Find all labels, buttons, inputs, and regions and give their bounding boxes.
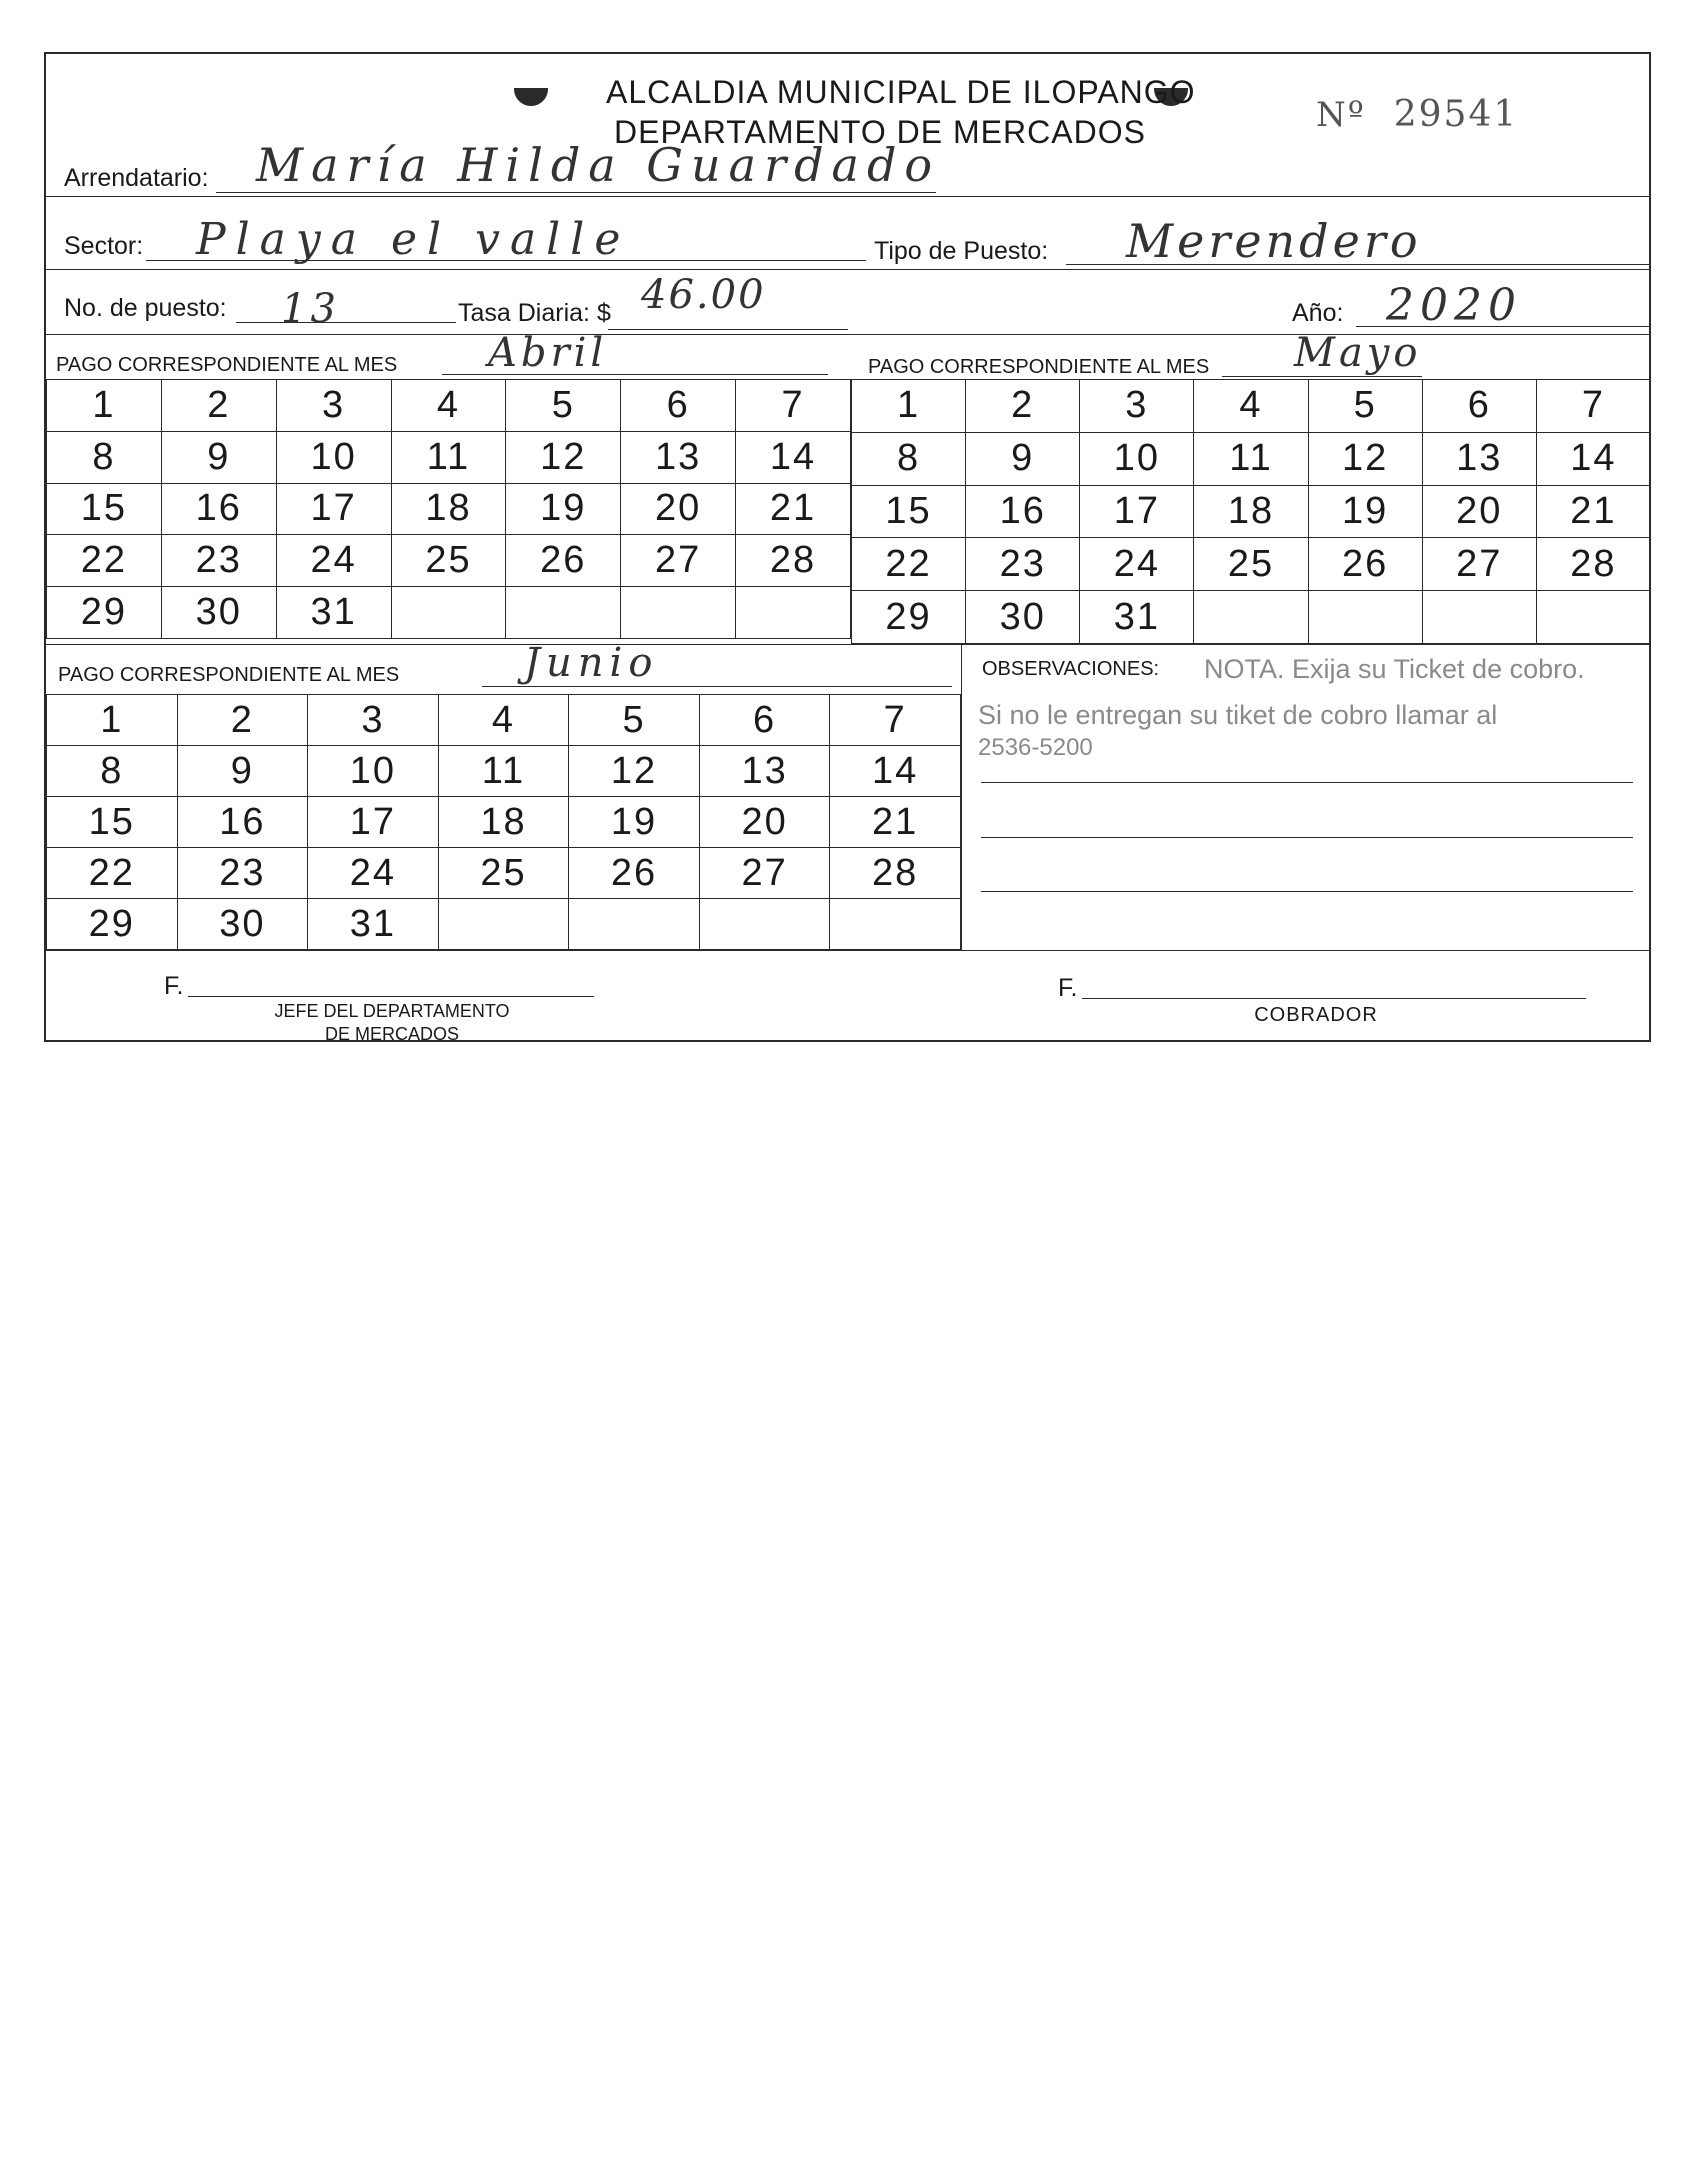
signature-cobrador-label: COBRADOR (1254, 1004, 1378, 1026)
municipality-title: ALCALDIA MUNICIPAL DE ILOPANGO (606, 74, 1196, 110)
divider-middle (46, 644, 1651, 645)
month2-underline (1222, 376, 1422, 377)
day-cell: 28 (1536, 538, 1650, 591)
signature-cobrador-line (1082, 998, 1586, 999)
day-cell: 2 (161, 380, 276, 432)
day-cell: 9 (966, 432, 1080, 485)
puesto-underline (236, 322, 456, 323)
day-cell: 17 (1080, 485, 1194, 538)
day-cell: 19 (569, 797, 700, 848)
day-cell (1536, 591, 1650, 644)
day-cell: 3 (308, 695, 439, 746)
signature-jefe-label (242, 1000, 542, 1046)
day-cell: 5 (1308, 380, 1422, 433)
signature-jefe-f: F. (164, 972, 184, 1000)
day-cell: 16 (966, 485, 1080, 538)
arrendatario-underline (216, 192, 936, 193)
day-cell: 9 (161, 431, 276, 483)
day-cell: 5 (506, 380, 621, 432)
day-cell: 1 (47, 380, 162, 432)
day-cell: 1 (47, 695, 178, 746)
day-cell: 13 (621, 431, 736, 483)
puesto-label: No. de puesto: (64, 294, 227, 322)
day-cell: 16 (161, 483, 276, 535)
day-cell: 15 (852, 485, 966, 538)
month1-value: Abril (488, 330, 608, 376)
day-cell (506, 587, 621, 639)
month3-underline (482, 686, 952, 687)
day-cell: 25 (438, 848, 569, 899)
day-cell (830, 899, 961, 950)
day-cell: 7 (736, 380, 851, 432)
day-cell (438, 899, 569, 950)
day-cell: 7 (830, 695, 961, 746)
tasa-label: Tasa Diaria: $ (458, 299, 611, 327)
anio-label: Año: (1292, 299, 1344, 327)
day-cell: 23 (966, 538, 1080, 591)
department-title: DEPARTAMENTO DE MERCADOS (614, 114, 1146, 150)
day-cell: 24 (276, 535, 391, 587)
sector-label: Sector: (64, 232, 144, 260)
observaciones-label: OBSERVACIONES: (982, 658, 1160, 680)
day-cell: 30 (161, 587, 276, 639)
day-cell: 8 (852, 432, 966, 485)
day-cell: 6 (699, 695, 830, 746)
folio-number (1316, 94, 1518, 135)
day-cell: 1 (852, 380, 966, 433)
day-cell: 26 (1308, 538, 1422, 591)
day-cell: 4 (438, 695, 569, 746)
month1-calendar (46, 379, 851, 639)
month2-value: Mayo (1294, 330, 1422, 376)
observaciones-line (981, 837, 1633, 838)
day-cell: 31 (308, 899, 439, 950)
day-cell: 20 (621, 483, 736, 535)
day-cell: 22 (47, 535, 162, 587)
folio-label: Nº (1316, 95, 1366, 135)
day-cell: 23 (161, 535, 276, 587)
day-cell: 24 (308, 848, 439, 899)
day-cell: 2 (966, 380, 1080, 433)
day-cell: 25 (391, 535, 506, 587)
day-cell: 17 (308, 797, 439, 848)
observaciones-line (981, 891, 1633, 892)
jefe-label-line1: JEFE DEL DEPARTAMENTO (274, 1001, 510, 1021)
day-cell: 11 (1194, 432, 1308, 485)
day-cell: 4 (1194, 380, 1308, 433)
observaciones-line1: Si no le entregan su tiket de cobro llamar al (978, 700, 1498, 730)
day-cell: 7 (1536, 380, 1650, 433)
day-cell: 12 (1308, 432, 1422, 485)
day-cell: 23 (177, 848, 308, 899)
arrendatario-value: María Hilda Guardado (256, 138, 941, 192)
day-cell (391, 587, 506, 639)
day-cell: 22 (47, 848, 178, 899)
observaciones-line (981, 782, 1633, 783)
day-cell: 10 (276, 431, 391, 483)
day-cell: 28 (736, 535, 851, 587)
day-cell: 20 (1422, 485, 1536, 538)
day-cell: 26 (569, 848, 700, 899)
day-cell: 9 (177, 746, 308, 797)
day-cell: 8 (47, 431, 162, 483)
day-cell: 21 (736, 483, 851, 535)
day-cell: 20 (699, 797, 830, 848)
month2-calendar (851, 379, 1651, 644)
day-cell: 31 (276, 587, 391, 639)
month3-label: PAGO CORRESPONDIENTE AL MES (58, 664, 400, 686)
arrendatario-label: Arrendatario: (64, 164, 209, 192)
day-cell (1194, 591, 1308, 644)
day-cell: 27 (1422, 538, 1536, 591)
day-cell: 14 (736, 431, 851, 483)
day-cell: 12 (506, 431, 621, 483)
day-cell: 31 (1080, 591, 1194, 644)
day-cell: 27 (621, 535, 736, 587)
day-cell (569, 899, 700, 950)
day-cell (736, 587, 851, 639)
punch-hole-left (514, 88, 548, 106)
day-cell: 11 (438, 746, 569, 797)
day-cell: 18 (391, 483, 506, 535)
day-cell: 26 (506, 535, 621, 587)
day-cell: 29 (852, 591, 966, 644)
signature-cobrador-f: F. (1058, 974, 1078, 1002)
day-cell: 11 (391, 431, 506, 483)
observaciones-line2: 2536-5200 (978, 734, 1093, 761)
ticket-form (44, 52, 1651, 1042)
day-cell: 30 (966, 591, 1080, 644)
divider-header (46, 196, 1651, 197)
day-cell: 24 (1080, 538, 1194, 591)
day-cell: 19 (1308, 485, 1422, 538)
day-cell: 6 (621, 380, 736, 432)
day-cell: 17 (276, 483, 391, 535)
day-cell: 18 (438, 797, 569, 848)
day-cell: 14 (1536, 432, 1650, 485)
day-cell: 27 (699, 848, 830, 899)
divider-signatures (46, 950, 1651, 951)
day-cell: 5 (569, 695, 700, 746)
day-cell (699, 899, 830, 950)
day-cell: 22 (852, 538, 966, 591)
puesto-value: 13 (281, 286, 340, 332)
month3-value: Junio (524, 640, 659, 686)
day-cell: 8 (47, 746, 178, 797)
day-cell: 14 (830, 746, 961, 797)
day-cell: 16 (177, 797, 308, 848)
day-cell: 19 (506, 483, 621, 535)
day-cell: 28 (830, 848, 961, 899)
sector-value: Playa el valle (196, 214, 631, 265)
anio-value: 2020 (1386, 280, 1522, 331)
day-cell: 25 (1194, 538, 1308, 591)
day-cell: 21 (830, 797, 961, 848)
month1-label: PAGO CORRESPONDIENTE AL MES (56, 354, 398, 376)
day-cell: 6 (1422, 380, 1536, 433)
divider-sector (46, 269, 1651, 270)
day-cell: 3 (1080, 380, 1194, 433)
day-cell (1308, 591, 1422, 644)
day-cell: 29 (47, 899, 178, 950)
day-cell (621, 587, 736, 639)
tipo-puesto-label: Tipo de Puesto: (874, 237, 1049, 265)
day-cell: 30 (177, 899, 308, 950)
day-cell: 3 (276, 380, 391, 432)
folio-value: 29541 (1393, 94, 1519, 135)
day-cell: 13 (1422, 432, 1536, 485)
tasa-underline (608, 329, 848, 330)
day-cell: 15 (47, 797, 178, 848)
observaciones-nota: NOTA. Exija su Ticket de cobro. (1204, 654, 1585, 684)
day-cell: 13 (699, 746, 830, 797)
day-cell: 2 (177, 695, 308, 746)
day-cell: 29 (47, 587, 162, 639)
day-cell: 4 (391, 380, 506, 432)
tasa-value: 46.00 (641, 272, 766, 318)
day-cell: 21 (1536, 485, 1650, 538)
month2-label: PAGO CORRESPONDIENTE AL MES (868, 356, 1210, 378)
signature-jefe-line (188, 996, 594, 997)
day-cell: 15 (47, 483, 162, 535)
day-cell: 18 (1194, 485, 1308, 538)
day-cell: 10 (1080, 432, 1194, 485)
day-cell (1422, 591, 1536, 644)
jefe-label-line2: DE MERCADOS (324, 1024, 459, 1044)
month3-calendar (46, 694, 961, 950)
day-cell: 12 (569, 746, 700, 797)
day-cell: 10 (308, 746, 439, 797)
tipo-puesto-value: Merendero (1126, 214, 1422, 268)
observaciones-divider (961, 644, 962, 950)
